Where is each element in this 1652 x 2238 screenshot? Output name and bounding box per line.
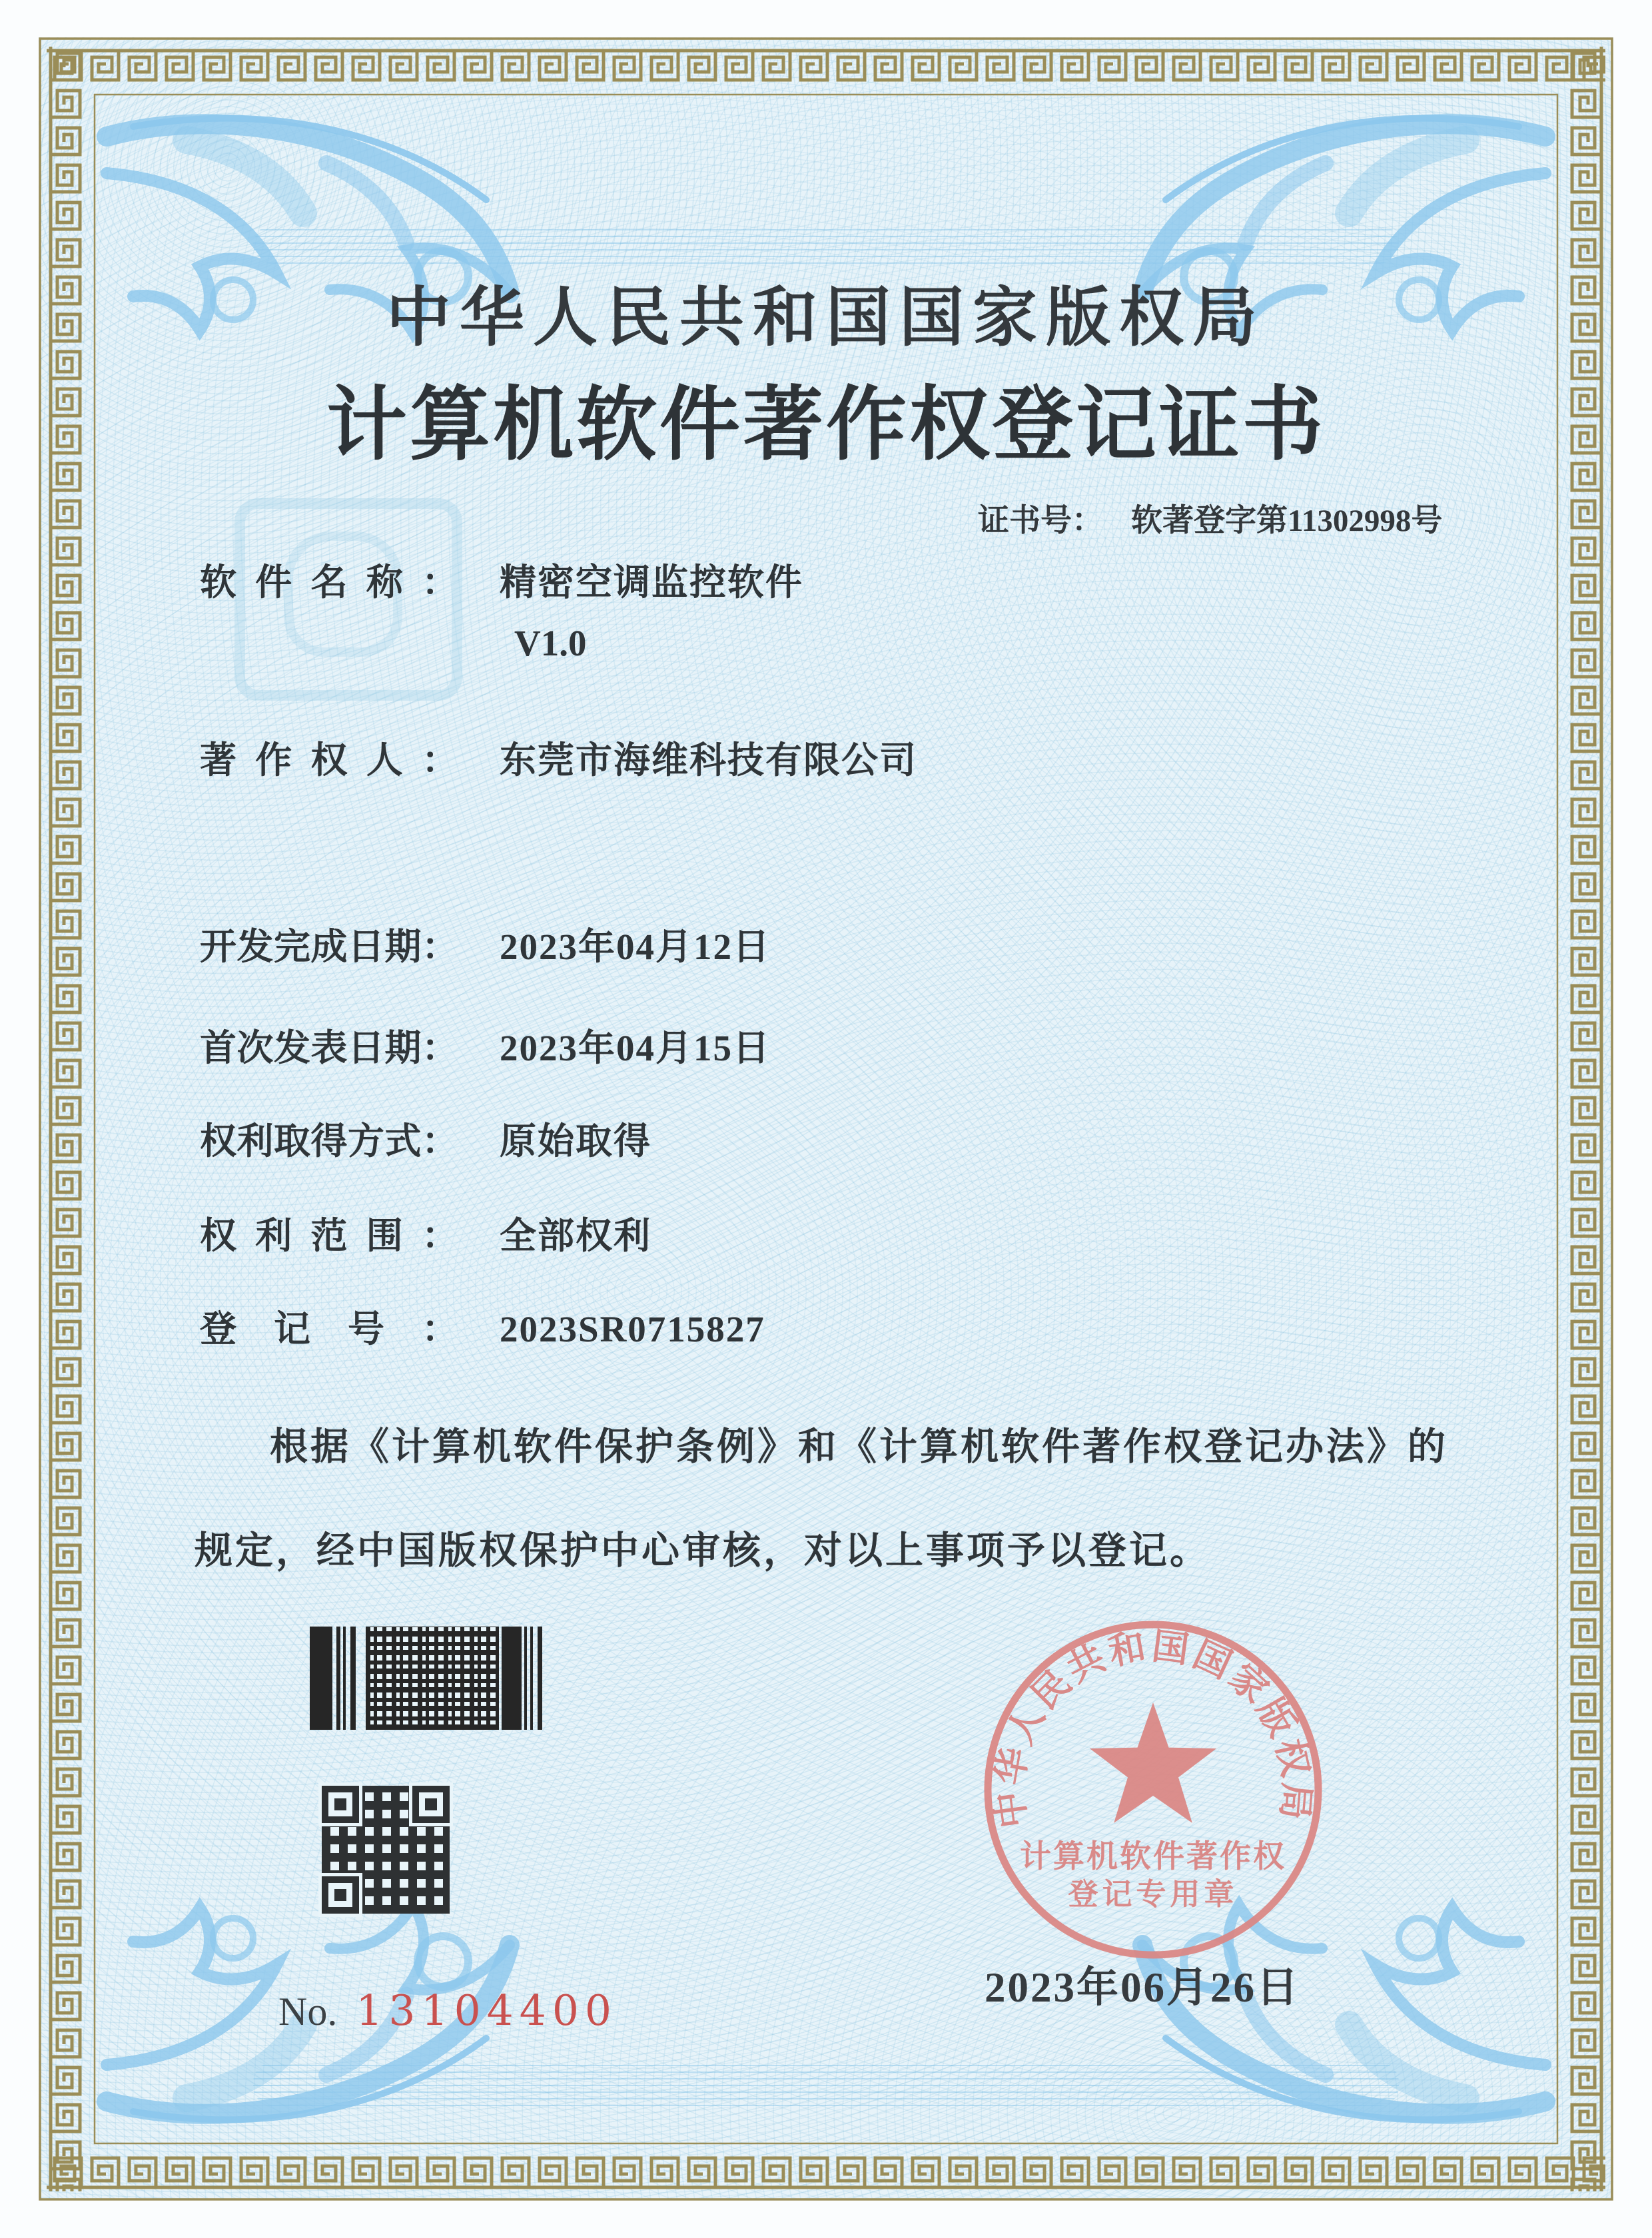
field-value-dev-complete-date: 2023年04月12日	[500, 927, 771, 967]
statement-line-1: 根据《计算机软件保护条例》和《计算机软件著作权登记办法》的	[270, 1426, 1448, 1468]
barcode-right-stripes	[524, 1627, 548, 1730]
field-value-registration-number: 2023SR0715827	[500, 1309, 765, 1349]
serial-prefix: No.	[278, 1990, 338, 2034]
certificate-title: 计算机软件著作权登记证书	[326, 381, 1326, 470]
barcode-left-bar	[310, 1627, 332, 1730]
field-value-rights-scope: 全部权利	[500, 1216, 652, 1256]
field-label-software-name: 软件名称：	[200, 562, 458, 603]
official-red-seal	[973, 1610, 1333, 1970]
field-value-first-publish-date: 2023年04月15日	[500, 1028, 771, 1068]
field-value-copyright-owner: 东莞市海维科技有限公司	[500, 740, 918, 781]
meander-band-top	[47, 47, 1605, 85]
field-label-registration-number: 登记号：	[200, 1309, 458, 1349]
barcode-data-region	[366, 1627, 499, 1730]
field-label-rights-scope: 权利范围：	[200, 1216, 458, 1256]
qr-finder-top-right	[412, 1786, 450, 1823]
field-row-dev-complete-date	[200, 927, 771, 966]
certificate-number-line	[978, 496, 1442, 540]
authority-title: 中华人民共和国国家版权局	[386, 282, 1266, 354]
qr-finder-bottom-left	[322, 1876, 359, 1914]
barcode-right-bar	[502, 1627, 522, 1730]
issue-date: 2023年06月26日	[985, 1964, 1300, 2011]
serial-number-line	[278, 1986, 618, 2035]
seal-ring-text: 中华人民共和国国家版权局	[989, 1625, 1318, 1831]
qr-finder-top-left	[322, 1786, 359, 1823]
field-row-copyright-owner	[200, 741, 917, 780]
field-row-rights-scope	[200, 1216, 651, 1256]
field-row-rights-acquisition	[200, 1122, 651, 1161]
field-label-copyright-owner: 著作权人：	[200, 740, 458, 781]
field-row-first-publish-date	[200, 1028, 771, 1068]
field-value-software-version: V1.0	[514, 623, 587, 663]
pdf417-barcode	[310, 1627, 548, 1730]
seal-inner-text-line1: 计算机软件著作权	[1020, 1840, 1286, 1874]
qr-code	[322, 1786, 450, 1914]
certificate-number-label: 证书号：	[978, 504, 1103, 538]
seal-inner-text-line2: 登记专用章	[1068, 1878, 1238, 1911]
serial-number: 13104400	[356, 1986, 618, 2035]
field-value-software-name: 精密空调监控软件	[500, 562, 804, 603]
field-row-registration-number	[200, 1309, 765, 1349]
statement-line-2: 规定，经中国版权保护中心审核，对以上事项予以登记。	[195, 1530, 1210, 1572]
meander-band-bottom	[47, 2153, 1605, 2191]
certificate-number-value: 软著登字第11302998号	[1131, 504, 1443, 538]
field-label-first-publish-date: 首次发表日期：	[200, 1028, 458, 1068]
seal-star-icon	[1090, 1702, 1216, 1823]
barcode-left-stripes	[332, 1627, 363, 1730]
field-row-software-name	[200, 563, 803, 602]
field-label-rights-acquisition: 权利取得方式：	[200, 1121, 458, 1162]
field-label-dev-complete-date: 开发完成日期：	[200, 927, 458, 967]
field-value-rights-acquisition: 原始取得	[500, 1121, 652, 1162]
